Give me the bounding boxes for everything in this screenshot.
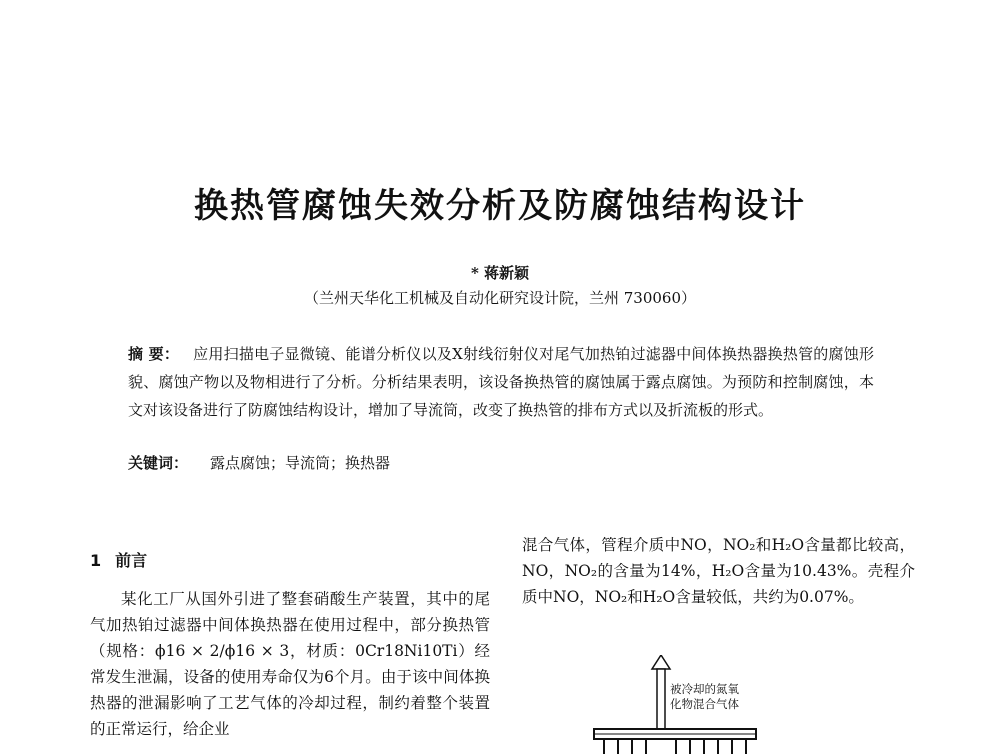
author-affiliation: （兰州天华化工机械及自动化研究设计院，兰州 730060） [303, 289, 697, 307]
section-heading [90, 548, 147, 571]
section-title: 前言 [115, 551, 148, 570]
heat-exchange-tubes [604, 739, 746, 754]
keywords [128, 452, 390, 473]
abstract [128, 340, 874, 424]
abstract-label: 摘 要： [128, 345, 180, 363]
body-column-right [522, 532, 915, 610]
author-name: * 蒋新颖 [470, 264, 530, 282]
body-column-left [90, 586, 490, 742]
abstract-text: 应用扫描电子显微镜、能谱分析仪以及X射线衍射仪对尾气加热铂过滤器中间体换热器换热管的腐蚀形貌、腐蚀产物以及物相进行了分析。分析结果表明，该设备换热管的腐蚀属于露点腐蚀。为预防和控制腐蚀，本文对该设备进行了防腐蚀结构设计，增加了导流筒，改变了换热管的排布方式以及折流板的形式。 [128, 345, 874, 419]
gas-outlet-pipe [657, 669, 665, 729]
gas-outlet-arrow-icon [652, 655, 670, 669]
figure-label [670, 682, 739, 712]
section-number: 1 [90, 551, 102, 570]
figure-label-line1: 被冷却的氮氧 [670, 682, 739, 696]
body-paragraph-left: 某化工厂从国外引进了整套硝酸生产装置，其中的尾气加热铂过滤器中间体换热器在使用过程中，部分换热管（规格：ϕ16 × 2/ϕ16 × 3，材质：0Cr18Ni10Ti）经常发生泄漏，设备的使用寿命仅为6个月。由于该中间体换热器的泄漏影响了工艺气体的冷却过程，制约着整个装置的正常运行，给企业 [90, 590, 490, 738]
keywords-text: 露点腐蚀；导流筒；换热器 [210, 454, 391, 472]
keywords-label: 关键词： [128, 454, 189, 472]
body-paragraph-right: 混合气体，管程介质中NO，NO₂和H₂O含量都比较高，NO，NO₂的含量为14%，H₂O含量为10.43%。壳程介质中NO，NO₂和H₂O含量较低，共约为0.07%。 [522, 536, 915, 606]
figure-label-line2: 化物混合气体 [670, 697, 739, 711]
paper-title: 换热管腐蚀失效分析及防腐蚀结构设计 [194, 186, 806, 226]
